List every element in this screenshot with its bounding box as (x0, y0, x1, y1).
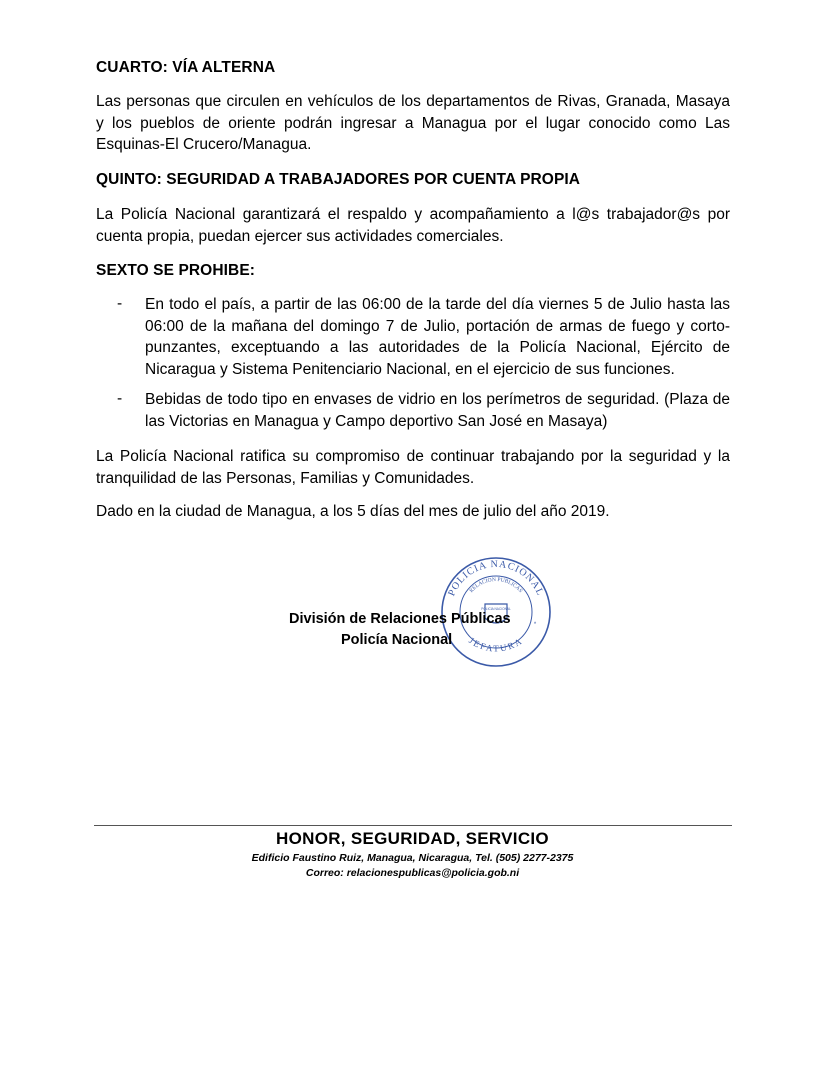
bullet-marker: - (117, 390, 123, 407)
official-seal-stamp (433, 552, 559, 668)
footer-address: Edificio Faustino Ruiz, Managua, Nicaragua, Tel. (505) 2277-2375 (251, 852, 574, 864)
svg-text:RELACION PUBLICAS (469, 577, 524, 594)
footer-divider (94, 825, 732, 826)
commitment-paragraph: La Policía Nacional ratifica su compromiso de continuar trabajando por la seguridad y la tranquilidad de las Personas, Familias y Comunidades. (96, 448, 730, 487)
section-heading-cuarto: CUARTO: VÍA ALTERNA (96, 59, 276, 76)
svg-text:JEFATURA (467, 635, 525, 653)
svg-text:*: * (533, 622, 537, 628)
signature-department: División de Relaciones Públicas (289, 611, 511, 627)
bullet-marker: - (117, 295, 123, 312)
dated-paragraph: Dado en la ciudad de Managua, a los 5 días del mes de julio del año 2019. (96, 503, 610, 520)
stamp-shield-text: POLICIA NACIONAL (481, 607, 511, 611)
section-body-cuarto: Las personas que circulen en vehículos de los departamentos de Rivas, Granada, Masaya y los pueblos de oriente podrán ingresar a Managua por el lugar conocido como Las Esquinas-El Crucero/Managua. (96, 93, 730, 153)
prohibition-item: En todo el país, a partir de las 06:00 de la tarde del día viernes 5 de Julio hasta las 06:00 de la mañana del domingo 7 de Julio, portación de armas de fuego y corto-punzantes, exceptuando a las autoridades de la Policía Nacional, Ejército de Nicaragua y Sistema Penitenciario Nacional, en el ejercicio de sus funciones. (145, 296, 730, 378)
stamp-bottom-text: JEFATURA (467, 635, 525, 654)
section-heading-sexto: SEXTO SE PROHIBE: (96, 262, 256, 279)
section-body-quinto: La Policía Nacional garantizará el respaldo y acompañamiento a l@s trabajador@s por cuenta propia, puedan ejercer sus actividades comerciales. (96, 206, 730, 245)
footer-motto: HONOR, SEGURIDAD, SERVICIO (276, 829, 549, 848)
footer-email: Correo: relacionespublicas@policia.gob.ni (305, 867, 520, 879)
signature-institution: Policía Nacional (341, 632, 453, 648)
stamp-outer-text: POLICIA NACIONAL (446, 558, 546, 598)
stamp-inner-text: RELACION PUBLICAS (468, 576, 524, 595)
section-heading-quinto: QUINTO: SEGURIDAD A TRABAJADORES POR CUENTA PROPIA (96, 171, 581, 188)
prohibition-item: Bebidas de todo tipo en envases de vidrio en los perímetros de seguridad. (Plaza de las Victorias en Managua y Campo deportivo San José en Masaya) (145, 391, 730, 430)
